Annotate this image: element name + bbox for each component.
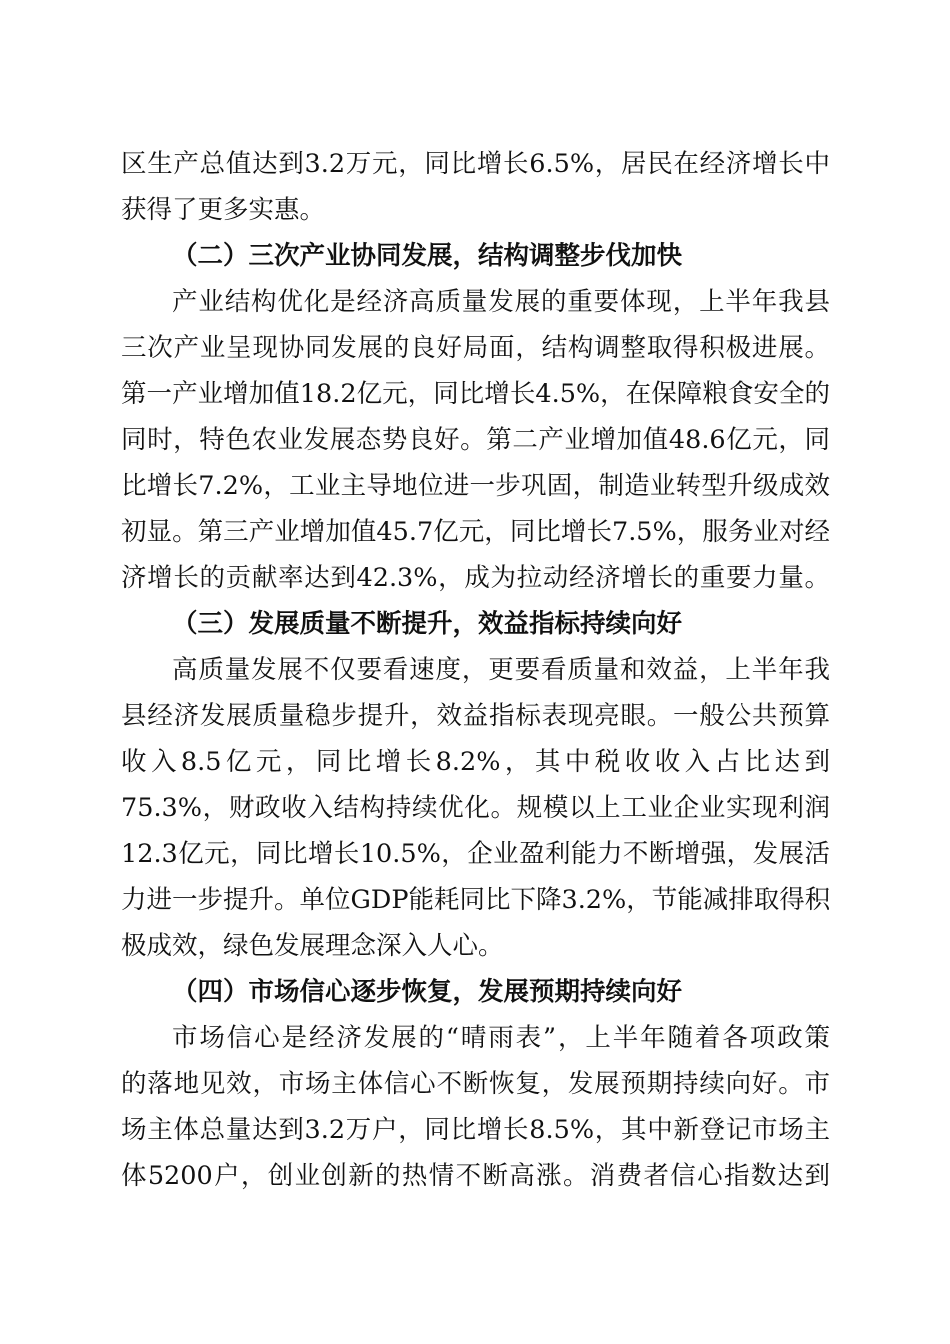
text-line: 市场信心是经济发展的“晴雨表”，上半年随着各项政策 [172,1023,830,1053]
section-heading: （三）发展质量不断提升，效益指标持续向好 [172,609,683,639]
text-line: 区生产总值达到3.2万元，同比增长6.5%，居民在经济增长中 [121,149,830,179]
text-line: 体5200户，创业创新的热情不断高涨。消费者信心指数达到 [121,1161,830,1191]
section-heading: （四）市场信心逐步恢复，发展预期持续向好 [172,977,683,1007]
text-line: 三次产业呈现协同发展的良好局面，结构调整取得积极进展。 [121,333,830,363]
text-line: 力进一步提升。单位GDP能耗同比下降3.2%，节能减排取得积 [121,885,830,915]
text-line: 收入8.5亿元，同比增长8.2%，其中税收收入占比达到 [121,747,830,777]
text-line: 12.3亿元，同比增长10.5%，企业盈利能力不断增强，发展活 [121,839,830,869]
text-line: 济增长的贡献率达到42.3%，成为拉动经济增长的重要力量。 [121,563,830,593]
text-line: 初显。第三产业增加值45.7亿元，同比增长7.5%，服务业对经 [121,517,830,547]
text-line: 第一产业增加值18.2亿元，同比增长4.5%，在保障粮食安全的 [121,379,830,409]
text-line: 的落地见效，市场主体信心不断恢复，发展预期持续向好。市 [121,1069,830,1099]
text-line: 产业结构优化是经济高质量发展的重要体现，上半年我县 [172,287,830,317]
section-heading: （二）三次产业协同发展，结构调整步伐加快 [172,241,683,271]
text-line: 县经济发展质量稳步提升，效益指标表现亮眼。一般公共预算 [121,701,830,731]
text-line: 场主体总量达到3.2万户，同比增长8.5%，其中新登记市场主 [121,1115,830,1145]
text-line: 高质量发展不仅要看速度，更要看质量和效益，上半年我 [172,655,830,685]
text-line: 极成效，绿色发展理念深入人心。 [121,931,504,961]
text-line: 获得了更多实惠。 [121,195,326,225]
text-line: 同时，特色农业发展态势良好。第二产业增加值48.6亿元，同 [121,425,830,455]
text-line: 75.3%，财政收入结构持续优化。规模以上工业企业实现利润 [121,793,830,823]
text-line: 比增长7.2%，工业主导地位进一步巩固，制造业转型升级成效 [121,471,830,501]
